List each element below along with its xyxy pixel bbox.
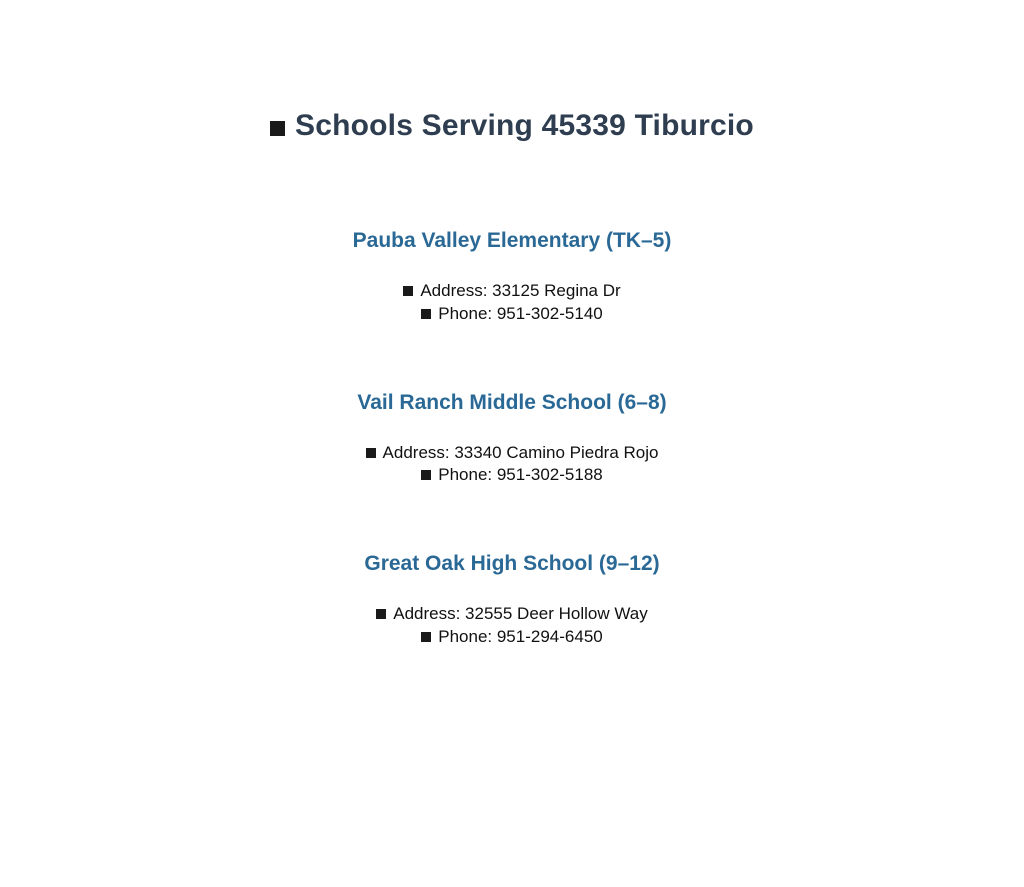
school-entry-vail-ranch-middle-school [0,389,1024,488]
school-address-text: Address: 33125 Regina Dr [420,281,621,301]
school-address-line [0,603,1024,626]
spacer [0,577,1024,603]
spacer [0,144,1024,227]
school-name: Vail Ranch Middle School (6–8) [357,390,667,414]
school-name: Pauba Valley Elementary (TK–5) [352,229,672,252]
school-name: Great Oak High School (9–12) [364,552,660,576]
square-bullet-icon [421,309,431,319]
school-address-line [0,280,1024,303]
school-entry-great-oak-high-school [0,550,1024,649]
spacer [0,326,1024,389]
school-phone-line [0,303,1024,326]
school-address-text: Address: 33340 Camino Piedra Rojo [382,442,659,462]
spacer [0,254,1024,280]
school-phone-text: Phone: 951-302-5188 [438,465,603,485]
square-bullet-icon [421,470,431,480]
school-address-text: Address: 32555 Deer Hollow Way [393,604,648,624]
square-bullet-icon [376,609,386,619]
square-bullet-icon [270,121,285,136]
school-address-line [0,442,1024,465]
square-bullet-icon [421,632,431,642]
school-phone-line [0,626,1024,649]
school-entry-pauba-valley-elementary [0,227,1024,326]
spacer [0,487,1024,550]
page-title [0,108,1024,144]
school-phone-line [0,464,1024,487]
square-bullet-icon [403,286,413,296]
school-phone-text: Phone: 951-302-5140 [438,303,603,323]
spacer [0,416,1024,442]
square-bullet-icon [366,448,376,458]
page-title-text: Schools Serving 45339 Tiburcio [295,109,754,142]
school-phone-text: Phone: 951-294-6450 [438,626,603,646]
